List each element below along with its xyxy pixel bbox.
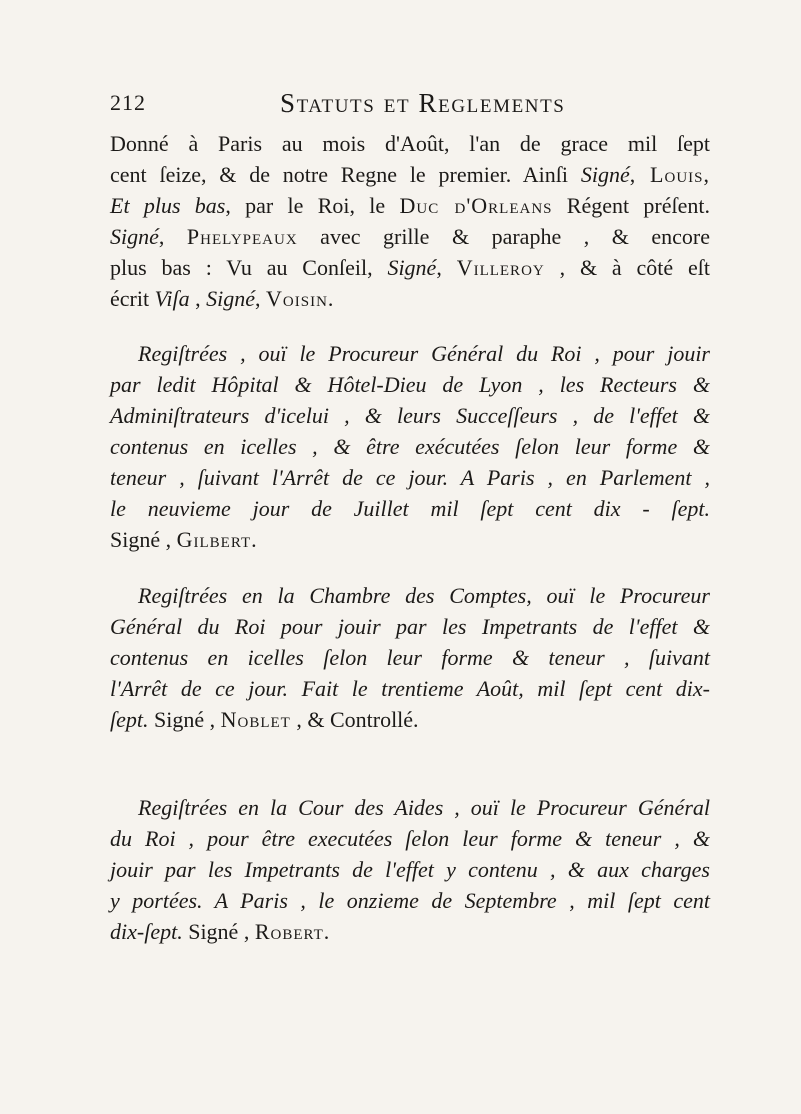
signe-italic: Signé [110,224,159,249]
text-line: par ledit Hôpital & Hôtel-Dieu de Lyon , les Recteurs & [110,372,710,397]
running-title: Statuts et Reglements [280,88,566,118]
text-line [110,190,710,221]
text-run: Signé , [148,707,221,732]
text-line [110,704,710,735]
text-line: y portées. A Paris , le onzieme de Septembre , mil ſept cent [110,888,710,913]
duc-orleans: Duc d'Orleans [399,193,553,218]
text-line: l'Arrêt de ce jour. Fait le trentieme Août, mil ſept cent dix- [110,676,710,701]
page-number: 212 [110,90,146,115]
text-line [110,524,710,555]
paragraph-donne [110,128,710,314]
text-line: du Roi , pour être executées ſelon leur forme & teneur , & [110,826,710,851]
text-run: avec grille & paraphe , & encore [297,224,711,249]
text-line: Regiſtrées , ouï le Procureur Général du Roi , pour jouir [138,341,710,366]
text-line: Regiſtrées en la Chambre des Comptes, ouï le Procureur [138,583,710,608]
text-run: Signé , [110,527,177,552]
text-run: , [436,255,457,280]
signatory-gilbert: Gilbert. [176,527,258,552]
text-run: , [255,286,267,311]
text-run: , [158,224,187,249]
text-run: , & Controllé. [290,707,419,732]
signe-italic: Signé [580,162,630,187]
paragraph-registrees-cour-aides [110,792,710,947]
text-line: Adminiſtrateurs d'icelui , & leurs Succeſſeurs , de l'effet & [110,403,710,428]
text-line [110,159,710,190]
signatory-voisin: Voisin. [266,286,335,311]
text-line [110,252,710,283]
text-run: , par le Roi, le [225,193,400,218]
visa-italic: Viſa [154,286,190,311]
text-line: contenus en icelles , & être exécutées ſelon leur forme & [110,434,710,459]
text-line: jouir par les Impetrants de l'effet y contenu , & aux charges [110,857,710,882]
text-line [110,221,710,252]
et-plus-bas-italic: Et plus bas [110,193,226,218]
paragraph-registrees-comptes [110,580,710,735]
running-head [110,88,710,122]
signatory-noblet: Noblet [220,707,291,732]
signe-italic: Signé [206,286,256,311]
text-line [110,283,710,314]
text-line [110,128,710,159]
text-line [110,916,710,947]
paragraph-registrees-parlement [110,338,710,555]
text-run: plus bas : Vu au Conſeil, [110,255,388,280]
signatory-louis: , Louis, [629,162,710,187]
text-run: écrit [110,286,155,311]
text-line: le neuvieme jour de Juillet mil ſept cent dix - ſept. [110,496,710,521]
text-line: teneur , ſuivant l'Arrêt de ce jour. A Paris , en Parlement , [110,465,710,490]
text-run: , [189,286,207,311]
signatory-phelypeaux: Phelypeaux [186,224,298,249]
signe-italic: Signé [387,255,437,280]
text-line: Général du Roi pour jouir par les Impetrants de l'effet & [110,614,710,639]
text-run: Donné à Paris au mois d'Août, l'an de grace mil ſept [110,131,710,156]
text-line: Regiſtrées en la Cour des Aides , ouï le Procureur Général [138,795,710,820]
text-line: contenus en icelles ſelon leur forme & teneur , ſuivant [110,645,710,670]
text-run: cent ſeize, & de notre Regne le premier. Ainſi [110,162,581,187]
text-run: Signé , [182,919,255,944]
signatory-robert: Robert. [254,919,331,944]
text-run: dix-ſept. [110,919,183,944]
text-run: , & à côté eſt [544,255,710,280]
text-run: Régent préſent. [552,193,710,218]
signatory-villeroy: Villeroy [456,255,545,280]
text-run: ſept. [110,707,149,732]
